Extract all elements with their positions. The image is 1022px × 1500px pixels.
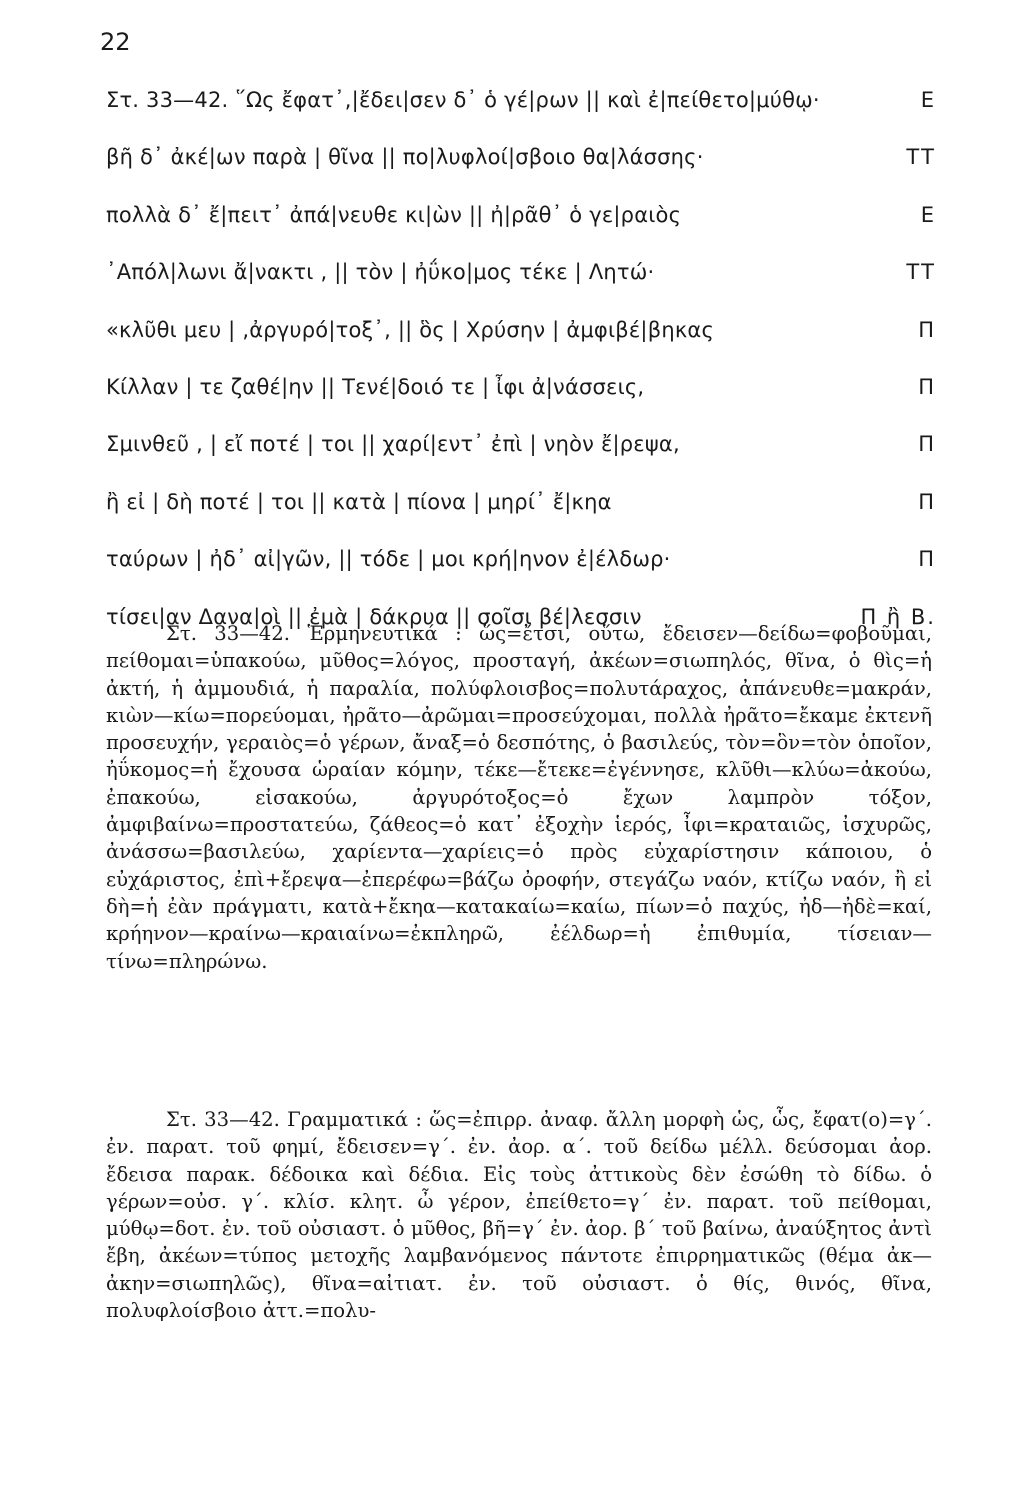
meter-mark: Π [918, 547, 936, 572]
meter-mark: Π [918, 489, 936, 514]
meter-mark: Ε [920, 202, 936, 227]
grammatical-paragraph: Στ. 33—42. Γραμματικά : ὥς=ἐπιρρ. ἀναφ. ἄλλη μορφὴ ὡς, ὧς, ἔφατ(ο)=γ΄. ἐν. παρατ. τοῦ φημί, ἔδεισεν=γ΄. ἐν. ἀορ. α΄. τοῦ δείδω μέλλ. δεύσομαι ἀορ. ἔδεισα παρακ. δέδοικα καὶ δέδια. Εἰς τοὺς ἀττικοὺς δὲν ἐσώθη τὸ δίδω. ὁ γέρων=οὐσ. γ΄. κλίσ. κλητ. ὦ γέρον, ἐπείθετο=γ΄ ἐν. παρατ. τοῦ πείθομαι, μύθῳ=δοτ. ἐν. τοῦ οὐσιαστ. ὁ μῦθος, βῆ=γ΄ ἐν. ἀορ. β΄ τοῦ βαίνω, ἀναύξητος ἀντὶ ἔβη, ἀκέων=τύπος μετοχῆς λαμβανόμενος πάντοτε ἐπιρρηματικῶς (θέμα ἀκ— ἀκην=σιωπηλῶς), θῖνα=αἰτιατ. ἐν. τοῦ οὐσιαστ. ὁ θίς, θινός, θῖνα, πολυφλοίσβοιο ἀττ.=πολυ- [106, 1108, 932, 1323]
interpretive-notes [106, 620, 932, 975]
meter-mark: Π [918, 374, 936, 399]
verse-text: ᾽Απόλ|λωνι ἄ|νακτι , || τὸν | ἠΰκο|μος τέκε | Λητώ· [106, 260, 655, 285]
verse-line [106, 195, 936, 252]
verse-line [106, 367, 936, 424]
grammatical-notes [106, 1106, 932, 1324]
meter-mark: Π ἢ Β. [860, 604, 936, 629]
meter-mark: ΤΤ [906, 145, 936, 170]
meter-mark: Π [918, 317, 936, 342]
verse-text: «κλῦθι μευ | ,ἀργυρό|τοξ᾽, || ὃς | Χρύσην | ἀμφιβέ|βηκας [106, 317, 714, 342]
verse-line [106, 482, 936, 539]
meter-mark: Π [918, 432, 936, 457]
verse-line [106, 137, 936, 194]
page-number: 22 [100, 28, 131, 56]
verse-line [106, 310, 936, 367]
verse-line [106, 539, 936, 596]
verse-text: τίσει|αν Δανα|οὶ || ἐμὰ | δάκρυα || σοῖσι βέ|λεσσιν [106, 604, 642, 629]
verse-line [106, 252, 936, 309]
verse-line [106, 424, 936, 481]
verse-text: Κίλλαν | τε ζαθέ|ην || Τενέ|δοιό τε | ἶφι ἀ|νάσσεις, [106, 374, 645, 399]
meter-mark: ΤΤ [906, 260, 936, 285]
verse-line [106, 80, 936, 137]
interpretive-paragraph: Στ. 33—42. Ἑρμηνευτικά : ὥς=ἔτσι, οὕτω, ἔδεισεν—δείδω=φοβοῦμαι, πείθομαι=ὑπακούω, μῦθος=λόγος, προσταγή, ἀκέων=σιωπηλός, θῖνα, ὁ θὶς=ἡ ἀκτή, ἡ ἀμμουδιά, ἡ παραλία, πολύφλοισβος=πολυτάραχος, ἀπάνευθε=μακράν, κιὼν—κίω=πορεύομαι, ἠρᾶτο—ἀρῶμαι=προσεύχομαι, πολλὰ ἠρᾶτο=ἔκαμε ἐκτενῆ προσευχήν, γεραιὸς=ὁ γέρων, ἄναξ=ὁ δεσπότης, ὁ βασιλεύς, τὸν=ὃν=τὸν ὁποῖον, ἠΰκομος=ἡ ἔχουσα ὡραίαν κόμην, τέκε—ἔτεκε=ἐγέννησε, κλῦθι—κλύω=ἀκούω, ἐπακούω, εἰσακούω, ἀργυρότοξος=ὁ ἔχων λαμπρὸν τόξον, ἀμφιβαίνω=προστατεύω, ζάθεος=ὁ κατ᾽ ἐξοχὴν ἱερός, ἶφι=κραταιῶς, ἰσχυρῶς, ἀνάσσω=βασιλεύω, χαρίεντα—χαρίεις=ὁ πρὸς εὐχαρίστησιν κάποιου, ὁ εὐχάριστος, ἐπὶ+ἔρεψα—ἐπερέφω=βάζω ὀροφήν, στεγάζω ναόν, κτίζω ναόν, ἢ εἰ δὴ=ἡ ἐὰν πράγματι, κατὰ+ἔκηα—κατακαίω=καίω, πίων=ὁ παχύς, ἠδ—ἠδὲ=καί, κρήηνον—κραίνω—κραιαίνω=ἐκπληρῶ, ἐέλδωρ=ἡ ἐπιθυμία, τίσειαν—τίνω=πληρώνω. [106, 622, 932, 973]
verse-text: Σμινθεῦ , | εἴ ποτέ | τοι || χαρί|εντ᾽ ἐπὶ | νηὸν ἔ|ρεψα, [106, 432, 680, 457]
verse-block [106, 80, 936, 654]
verse-text: ταύρων | ἠδ᾽ αἰ|γῶν, || τόδε | μοι κρή|ηνον ἐ|έλδωρ· [106, 547, 671, 572]
verse-text: πολλὰ δ᾽ ἔ|πειτ᾽ ἀπά|νευθε κι|ὼν || ἠ|ρᾶθ᾽ ὁ γε|ραιὸς [106, 202, 682, 227]
meter-mark: Ε [920, 88, 936, 112]
verse-text: ἢ εἰ | δὴ ποτέ | τοι || κατὰ | πίονα | μηρί᾽ ἔ|κηα [106, 489, 612, 514]
verse-text: Στ. 33—42. ῞Ως ἔφατ᾽,|ἔδει|σεν δ᾽ ὁ γέ|ρων || καὶ ἐ|πείθετο|μύθῳ· [106, 88, 820, 112]
verse-text: βῆ δ᾽ ἀκέ|ων παρὰ | θῖνα || πο|λυφλοί|σβοιο θα|λάσσης· [106, 145, 704, 170]
